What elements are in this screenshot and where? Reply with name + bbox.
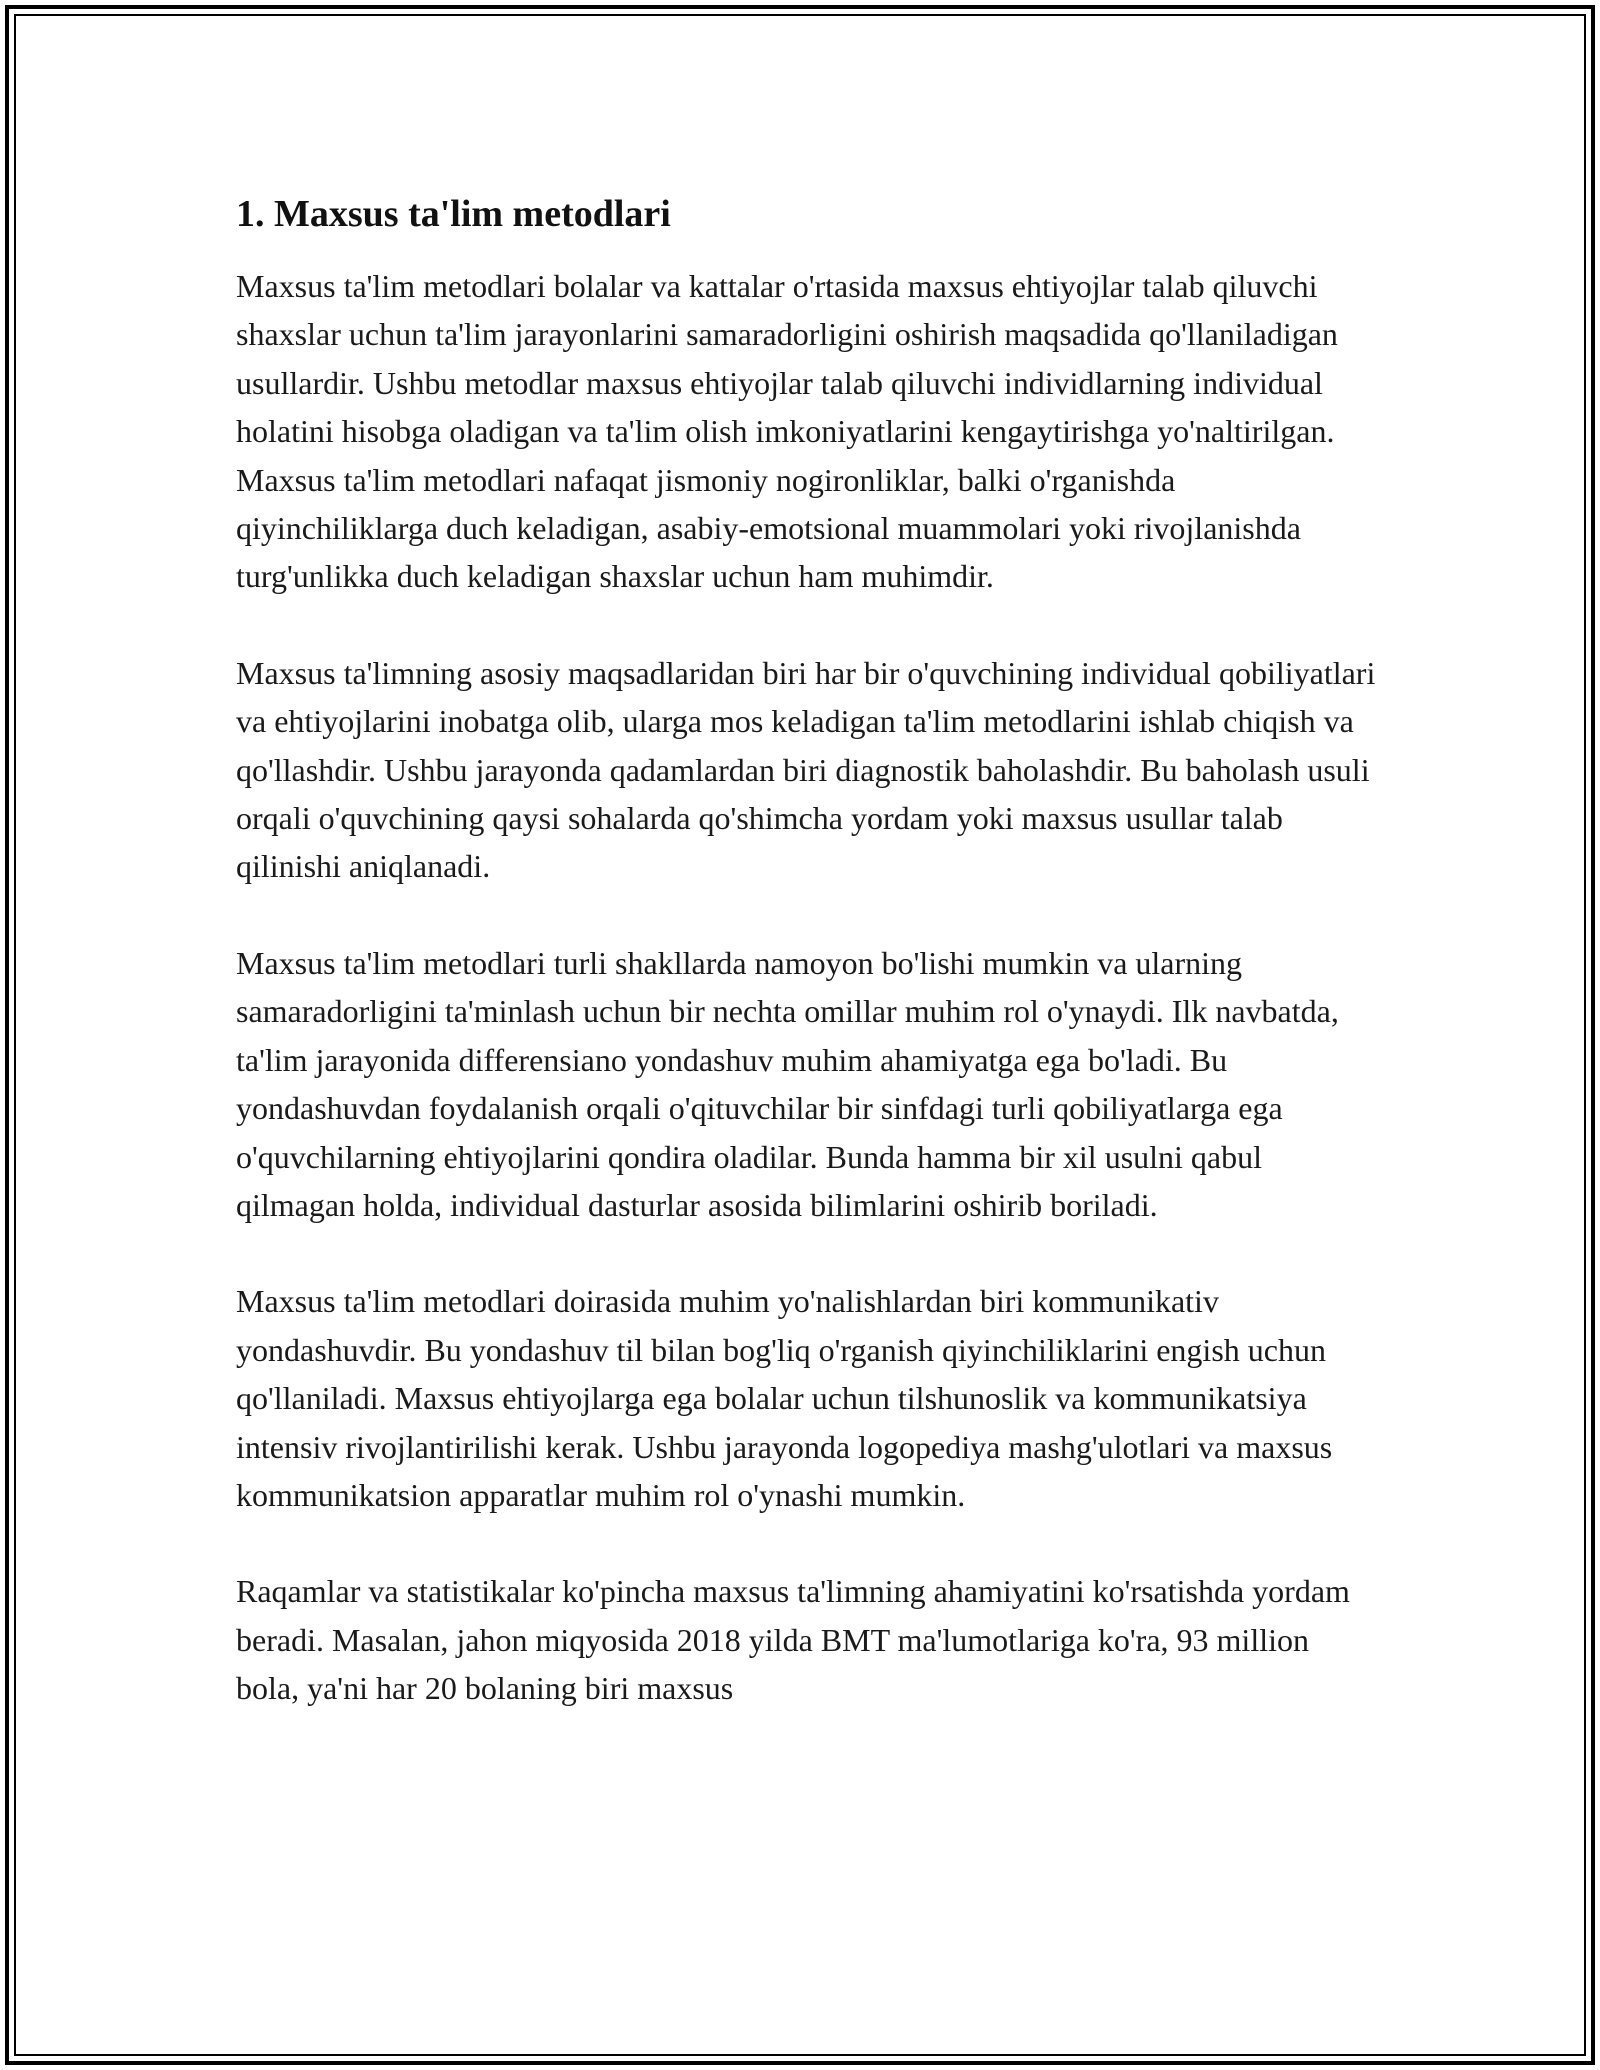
- paragraph-5: Raqamlar va statistikalar ko'pincha maxsus ta'limning ahamiyatini ko'rsatishda yordam beradi. Masalan, jahon miqyosida 2018 yilda BMT ma'lumotlariga ko'ra, 93 million bola, ya'ni har 20 bolaning biri maxsus: [236, 1573, 1350, 1707]
- paragraph-2: Maxsus ta'limning asosiy maqsadlaridan biri har bir o'quvchining individual qobiliyatlari va ehtiyojlarini inobatga olib, ularga mos keladigan ta'lim metodlarini ishlab chiqish va qo'llashdir. Ushbu jarayonda qadamlardan biri diagnostik baholashdir. Bu baholash usuli orqali o'quvchining qaysi sohalarda qo'shimcha yordam yoki maxsus usullar talab qilinishi aniqlanadi.: [236, 654, 1376, 885]
- paragraph-4: Maxsus ta'lim metodlari doirasida muhim yo'nalishlardan biri kommunikativ yondashuvdir. Bu yondashuv til bilan bog'liq o'rganish qiyinchiliklarini engish uchun qo'llaniladi. Maxsus ehtiyojlarga ega bolalar uchun tilshunoslik va kommunikatsiya intensiv rivojlantirilishi kerak. Ushbu jarayonda logopediya mashg'ulotlari va maxsus kommunikatsion apparatlar muhim rol o'ynashi mumkin.: [236, 1283, 1333, 1513]
- paragraph-1: Maxsus ta'lim metodlari bolalar va kattalar o'rtasida maxsus ehtiyojlar talab qiluvchi shaxslar uchun ta'lim jarayonlarini samaradorligini oshirish maqsadida qo'llaniladigan usullardir. Ushbu metodlar maxsus ehtiyojlar talab qiluvchi individlarning individual holatini hisobga oladigan va ta'lim olish imkoniyatlarini kengaytirishga yo'naltirilgan. Maxsus ta'lim metodlari nafaqat jismoniy nogironliklar, balki o'rganishda qiyinchiliklarga duch keladigan, asabiy-emotsional muammolari yoki rivojlanishda turg'unlikka duch keladigan shaxslar uchun ham muhimdir.: [236, 268, 1338, 595]
- document-body: [236, 188, 1376, 1761]
- section-heading: 1. Maxsus ta'lim metodlari: [236, 193, 671, 235]
- paragraph-3: Maxsus ta'lim metodlari turli shakllarda namoyon bo'lishi mumkin va ularning samaradorligini ta'minlash uchun bir nechta omillar muhim rol o'ynaydi. Ilk navbatda, ta'lim jarayonida differensiano yondashuv muhim ahamiyatga ega bo'ladi. Bu yondashuvdan foydalanish orqali o'qituvchilar bir sinfdagi turli qobiliyatlarga ega o'quvchilarning ehtiyojlarini qondira oladilar. Bunda hamma bir xil usulni qabul qilmagan holda, individual dasturlar asosida bilimlarini oshirib boriladi.: [236, 944, 1339, 1223]
